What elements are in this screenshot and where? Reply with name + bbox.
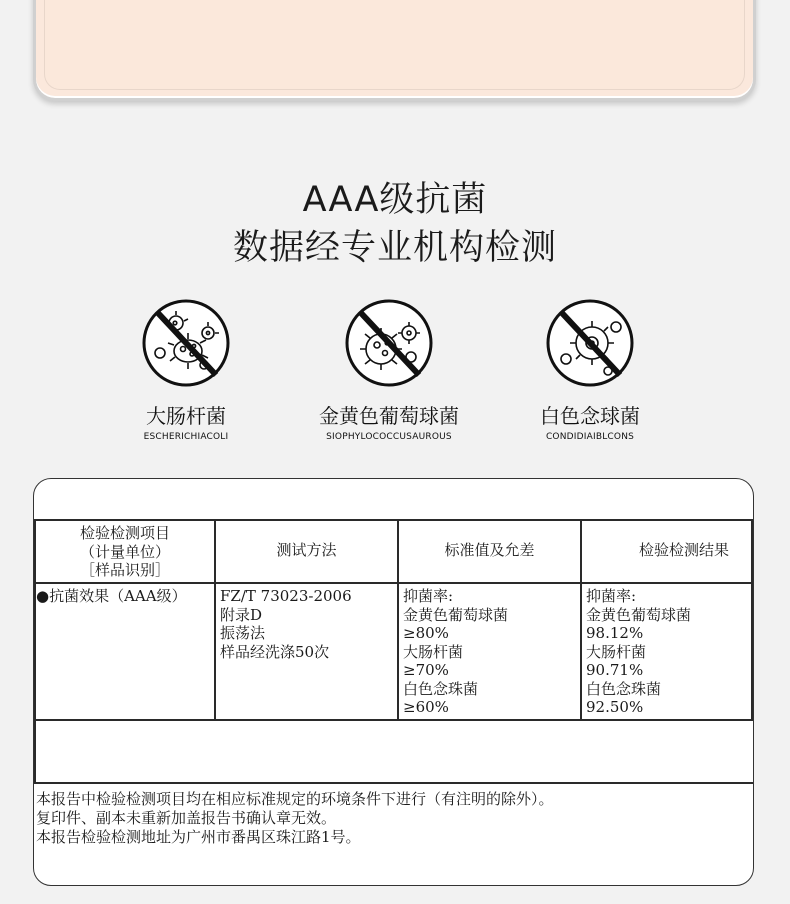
bacteria-cluster-icon: [142, 299, 230, 387]
note-line-3: 本报告检验检测地址为广州市番禺区珠江路1号。: [36, 828, 361, 846]
table-vline-blank-left: [34, 719, 36, 782]
header-standard: 标准值及允差: [444, 541, 535, 559]
row-method: FZ/T 73023-2006 附录D 振荡法 样品经洗涤50次: [220, 587, 352, 661]
top-product-frame-inner: [44, 0, 745, 90]
bacteria-round-icon: [546, 299, 634, 387]
row-result: 抑菌率: 金黄色葡萄球菌 98.12% 大肠杆菌 90.71% 白色念珠菌 92.50%: [586, 587, 692, 716]
bacteria-name-3: 白色念球菌: [540, 404, 640, 428]
row-bullet: ●: [36, 587, 50, 605]
header-method: 测试方法: [276, 541, 337, 559]
top-product-frame: [33, 0, 756, 101]
bacteria-latin-2: SIOPHYLOCOCCUSAUROUS: [326, 432, 452, 442]
report-notes: [36, 790, 751, 847]
headline-line-1: AAA级抗菌: [302, 180, 488, 220]
bacteria-spiky-icon: [345, 299, 433, 387]
bacteria-name-1: 大肠杆菌: [146, 404, 226, 428]
row-standard: 抑菌率: 金黄色葡萄球菌 ≥80% 大肠杆菌 ≥70% 白色念珠菌 ≥60%: [403, 587, 509, 716]
headline-line-2: 数据经专业机构检测: [232, 228, 557, 268]
bacteria-latin-1: ESCHERICHIACOLI: [143, 432, 229, 442]
note-line-2: 复印件、副本未重新加盖报告书确认章无效。: [36, 809, 337, 827]
table-line-row-bottom: [34, 719, 753, 721]
test-report-card: [33, 478, 754, 886]
note-line-1: 本报告中检验检测项目均在相应标准规定的环境条件下进行（有注明的除外）。: [36, 790, 554, 808]
table-line-notes-top: [34, 782, 753, 784]
header-result: 检验检测结果: [638, 541, 729, 559]
table-line-header-bottom: [34, 582, 753, 584]
row-item-text: 抗菌效果（AAA级）: [49, 587, 187, 605]
header-item: 检验检测项目 （计量单位） ［样品识别］: [79, 524, 170, 579]
bacteria-name-2: 金黄色葡萄球菌: [319, 404, 459, 428]
row-item: [36, 587, 214, 606]
bacteria-latin-3: CONDIDIAIBLCONS: [545, 432, 635, 442]
table-vline-3: [580, 519, 582, 719]
table-line-top: [34, 519, 753, 521]
